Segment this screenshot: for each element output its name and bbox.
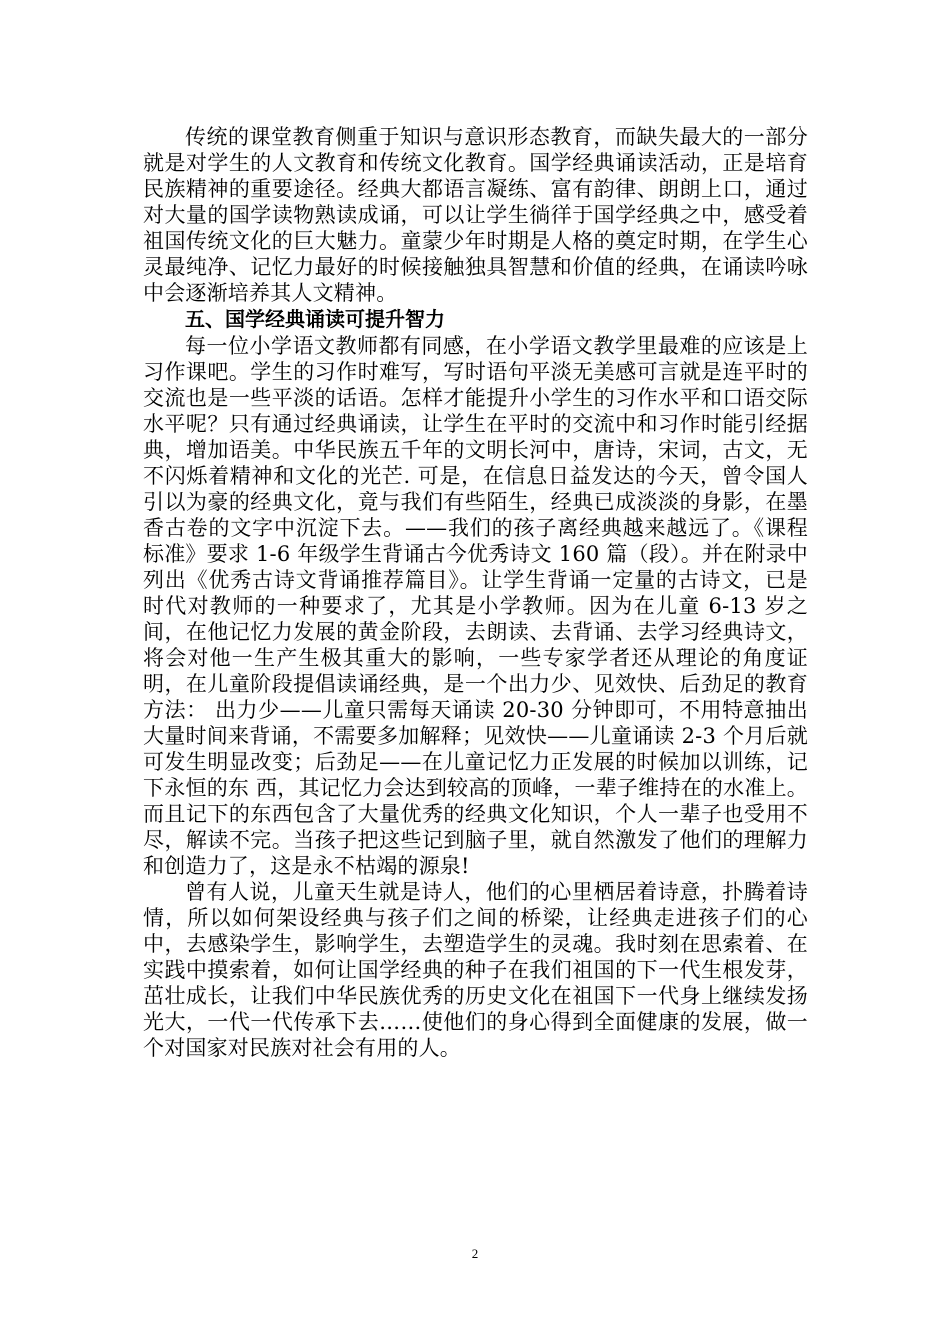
- section-heading-five: 五、国学经典诵读可提升智力: [185, 307, 445, 331]
- paragraph-children-poets: 曾有人说，儿童天生就是诗人，他们的心里栖居着诗意，扑腾着诗情，所以如何架设经典与孩子们之间的桥梁，让经典走进孩子们的心中，去感染学生，影响学生，去塑造学生的灵魂。我时刻在思索着、在实践中摸索着，如何让国学经典的种子在我们祖国的下一代生根发芽，茁壮成长，让我们中华民族优秀的历史文化在祖国下一代身上继续发扬光大，一代一代传承下去……使他们的身心得到全面健康的发展，做一个对国家对民族对社会有用的人。: [143, 880, 808, 1060]
- paragraph-traditional-education: 传统的课堂教育侧重于知识与意识形态教育，而缺失最大的一部分就是对学生的人文教育和传统文化教育。国学经典诵读活动，正是培育民族精神的重要途径。经典大都语言凝练、富有韵律、朗朗上口，通过对大量的国学读物熟读成诵，可以让学生徜徉于国学经典之中，感受着祖国传统文化的巨大魅力。童蒙少年时期是人格的奠定时期，在学生心灵最纯净、记忆力最好的时候接触独具智慧和价值的经典，在诵读吟咏中会逐渐培养其人文精神。: [143, 125, 808, 305]
- page-number: 2: [471, 1246, 479, 1261]
- document-body: [143, 124, 808, 1061]
- paragraph-improve-intelligence: 每一位小学语文教师都有同感，在小学语文教学里最难的应该是上习作课吧。学生的习作时难写，写时语句平淡无美感可言就是连平时的交流也是一些平淡的话语。怎样才能提升小学生的习作水平和口语交际水平呢？只有通过经典诵读，让学生在平时的交流中和习作时能引经据典，增加语美。中华民族五千年的文明长河中，唐诗，宋词，古文，无不闪烁着精神和文化的光芒. 可是，在信息日益发达的今天，曾令国人引以为豪的经典文化，竟与我们有些陌生，经典已成淡淡的身影，在墨香古卷的文字中沉淀下去。——我们的孩子离经典越来越远了。《课程标准》要求 1-6 年级学生背诵古今优秀诗文 160 篇（段）。并在附录中列出《优秀古诗文背诵推荐篇目》。让学生背诵一定量的古诗文，已是时代对教师的一种要求了，尤其是小学教师。因为在儿童 6-13 岁之间，在他记忆力发展的黄金阶段，去朗读、去背诵、去学习经典诗文，将会对他一生产生极其重大的影响，一些专家学者还从理论的角度证明，在儿童阶段提倡读诵经典，是一个出力少、见效快、后劲足的教育方法： 出力少——儿童只需每天诵读 20-30 分钟即可，不用特意抽出大量时间来背诵，不需要多加解释；见效快——儿童诵读 2-3 个月后就可发生明显改变；后劲足——在儿童记忆力正发展的时候加以训练，记下永恒的东 西，其记忆力会达到较高的顶峰，一辈子维持在的水准上。而且记下的东西包含了大量优秀的经典文化知识，个人一辈子也受用不尽，解读不完。当孩子把这些记到脑子里，就自然激发了他们的理解力和创造力了，这是永不枯竭的源泉!: [143, 334, 808, 878]
